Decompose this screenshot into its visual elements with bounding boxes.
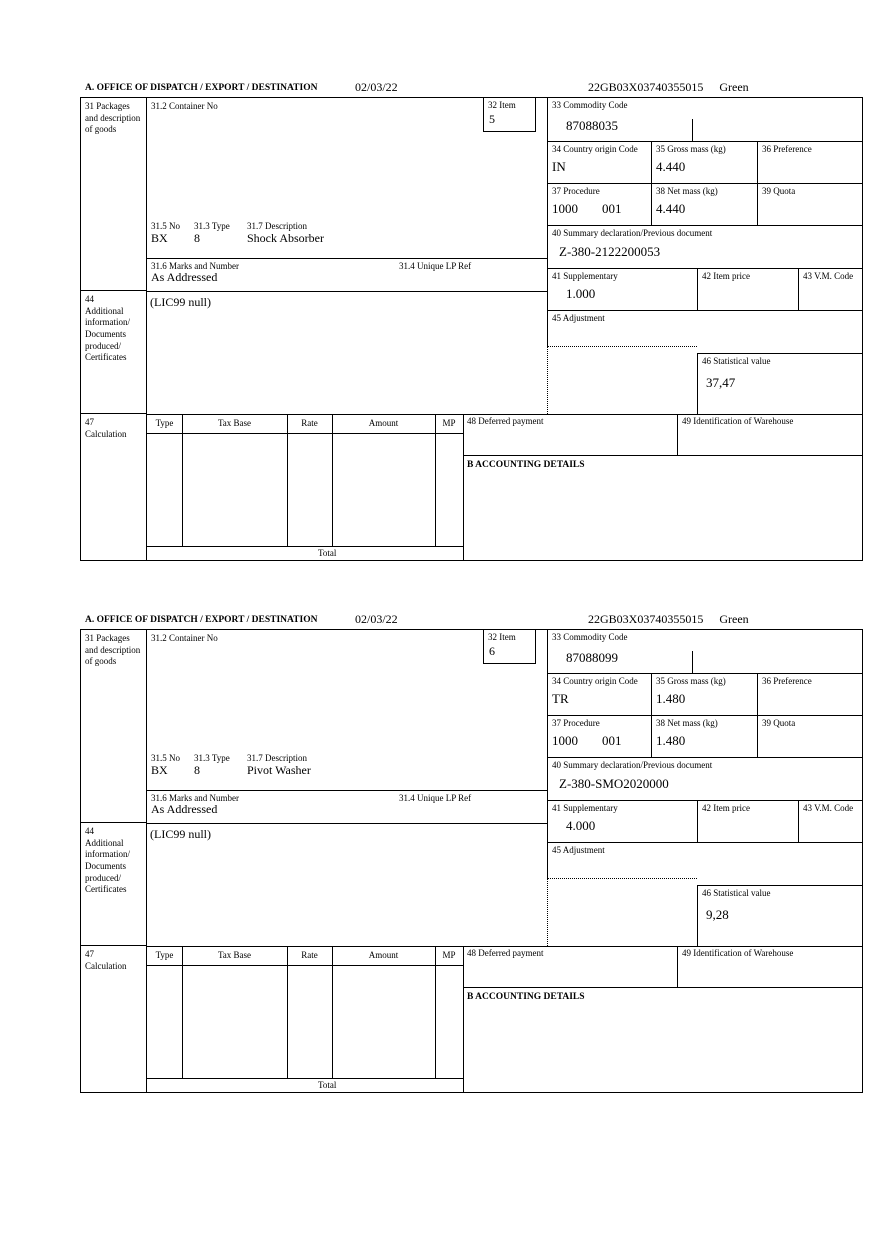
gross-mass-value: 1.480 (656, 691, 686, 706)
box44-text: Additional information/ Documents produced/ Certificates (85, 837, 130, 895)
item-number-value: 5 (489, 112, 495, 126)
table-header-line (147, 965, 463, 966)
lp-ref-label: 31.4 Unique LP Ref (399, 793, 472, 803)
box34-country-origin (547, 674, 651, 716)
marks-label: 31.6 Marks and Number (151, 261, 239, 271)
package-description-value: Pivot Washer (247, 763, 311, 777)
item-section-1 (0, 80, 882, 562)
box31-text: Packages and description of goods (85, 101, 141, 135)
box49-warehouse (677, 414, 862, 456)
country-origin-label: 34 Country origin Code (552, 144, 638, 154)
commodity-code-value: 87088099 (566, 650, 618, 665)
declaration-reference (588, 80, 749, 95)
reference-number: 22GB03X03740355015 (588, 612, 704, 626)
box46-statistical-value (697, 353, 862, 414)
continuation-form (80, 629, 863, 1093)
preference-label: 36 Preference (762, 676, 812, 686)
box46-statistical-value (697, 885, 862, 946)
supplementary-value: 1.000 (566, 286, 596, 301)
quota-label: 39 Quota (762, 186, 796, 196)
box31-packages-label (81, 630, 146, 823)
warehouse-label: 49 Identification of Warehouse (682, 948, 794, 958)
box37-procedure (547, 184, 651, 226)
box41-supplementary (547, 801, 697, 843)
col-type-header: Type (155, 950, 174, 960)
box31-packages-label (81, 98, 146, 291)
box34-country-origin (547, 142, 651, 184)
package-description-value: Shock Absorber (247, 231, 324, 245)
statistical-value-label: 46 Statistical value (702, 888, 771, 898)
additional-info-value: (LIC99 null) (150, 827, 211, 841)
commodity-code-tick (692, 119, 693, 141)
item-number-label: 32 Item (488, 632, 516, 642)
col-mp-header: MP (442, 418, 456, 428)
box44-number: 44 (85, 294, 94, 304)
warehouse-label: 49 Identification of Warehouse (682, 416, 794, 426)
table-header-line (147, 433, 463, 434)
commodity-code-value: 87088035 (566, 118, 618, 133)
office-of-dispatch-label: A. OFFICE OF DISPATCH / EXPORT / DESTINATION (85, 83, 318, 93)
statistical-value-label: 46 Statistical value (702, 356, 771, 366)
office-of-dispatch-label: A. OFFICE OF DISPATCH / EXPORT / DESTINATION (85, 615, 318, 625)
previous-document-value: Z-380-2122200053 (559, 244, 661, 259)
box47-number: 47 (85, 417, 94, 427)
supplementary-value: 4.000 (566, 818, 596, 833)
procedure-value-2: 001 (602, 733, 622, 748)
dotted-divider (547, 346, 548, 414)
net-mass-label: 38 Net mass (kg) (656, 186, 718, 196)
marks-value: As Addressed (151, 270, 218, 284)
net-mass-label: 38 Net mass (kg) (656, 718, 718, 728)
box39-quota (757, 184, 862, 226)
net-mass-value: 1.480 (656, 733, 686, 748)
previous-document-value: Z-380-SMO2020000 (559, 776, 669, 791)
package-type-label: 31.3 Type (194, 221, 230, 231)
country-origin-value: IN (552, 159, 566, 174)
country-origin-value: TR (552, 691, 569, 706)
lp-ref-label: 31.4 Unique LP Ref (399, 261, 472, 271)
box44-text: Additional information/ Documents produced/ Certificates (85, 305, 130, 363)
supplementary-label: 41 Supplementary (552, 271, 618, 281)
preference-label: 36 Preference (762, 144, 812, 154)
dispatch-date-value: 02/03/22 (355, 80, 398, 94)
vm-code-label: 43 V.M. Code (803, 271, 854, 281)
box41-supplementary (547, 269, 697, 311)
item-section-2 (0, 612, 882, 1094)
dotted-divider (547, 878, 548, 946)
marks-row (147, 258, 547, 291)
col-rate-header: Rate (301, 418, 318, 428)
box48-deferred-payment (463, 414, 677, 456)
routing-channel: Green (719, 612, 749, 626)
item-price-label: 42 Item price (702, 803, 750, 813)
deferred-payment-label: 48 Deferred payment (467, 416, 544, 426)
total-label: Total (318, 548, 337, 558)
box44-additional-info-label (81, 291, 146, 414)
additional-info-value: (LIC99 null) (150, 295, 211, 309)
statistical-value: 37,47 (706, 375, 736, 390)
box31-text: Packages and description of goods (85, 633, 141, 667)
deferred-payment-label: 48 Deferred payment (467, 948, 544, 958)
commodity-code-label: 33 Commodity Code (552, 632, 628, 642)
divider-line (147, 291, 547, 292)
left-label-column (81, 630, 147, 1092)
col-tax-base-header: Tax Base (217, 418, 252, 428)
dispatch-date-value: 02/03/22 (355, 612, 398, 626)
accounting-details-label: B ACCOUNTING DETAILS (467, 460, 585, 470)
procedure-label: 37 Procedure (552, 186, 600, 196)
dotted-divider (547, 878, 697, 879)
adjustment-label: 45 Adjustment (552, 313, 605, 323)
table-total-line (147, 1078, 463, 1079)
previous-document-label: 40 Summary declaration/Previous document (552, 760, 713, 770)
container-no-label: 31.2 Container No (151, 101, 218, 111)
box31-number: 31 (85, 633, 94, 643)
package-no-label: 31.5 No (151, 753, 180, 763)
declaration-reference (588, 612, 749, 627)
box47-text: Calculation (85, 960, 127, 971)
table-total-line (147, 546, 463, 547)
box44-number: 44 (85, 826, 94, 836)
adjustment-label: 45 Adjustment (552, 845, 605, 855)
total-label: Total (318, 1080, 337, 1090)
gross-mass-label: 35 Gross mass (kg) (656, 144, 726, 154)
gross-mass-label: 35 Gross mass (kg) (656, 676, 726, 686)
box47-number: 47 (85, 949, 94, 959)
procedure-value-2: 001 (602, 201, 622, 216)
box42-item-price (697, 801, 798, 843)
marks-label: 31.6 Marks and Number (151, 793, 239, 803)
box47-calculation-label (81, 946, 146, 1092)
net-mass-value: 4.440 (656, 201, 686, 216)
marks-value: As Addressed (151, 802, 218, 816)
box49-warehouse (677, 946, 862, 988)
box36-preference (757, 674, 862, 716)
package-type-value: 8 (194, 763, 200, 777)
statistical-value: 9,28 (706, 907, 729, 922)
package-no-value: BX (151, 231, 168, 245)
box45-adjustment (547, 843, 862, 878)
continuation-form (80, 97, 863, 561)
box48-deferred-payment (463, 946, 677, 988)
vm-code-label: 43 V.M. Code (803, 803, 854, 813)
col-amount-header: Amount (368, 950, 399, 960)
previous-document-label: 40 Summary declaration/Previous document (552, 228, 713, 238)
box47-calculation-label (81, 414, 146, 560)
dotted-divider (547, 346, 697, 347)
package-no-label: 31.5 No (151, 221, 180, 231)
box40-previous-document (547, 758, 862, 801)
box42-item-price (697, 269, 798, 311)
container-no-label: 31.2 Container No (151, 633, 218, 643)
box32-item (483, 98, 536, 132)
box47-text: Calculation (85, 428, 127, 439)
package-no-value: BX (151, 763, 168, 777)
procedure-value-1: 1000 (552, 201, 578, 216)
commodity-code-tick (692, 651, 693, 673)
col-mp-header: MP (442, 950, 456, 960)
item-number-label: 32 Item (488, 100, 516, 110)
country-origin-label: 34 Country origin Code (552, 676, 638, 686)
box45-adjustment (547, 311, 862, 346)
package-type-value: 8 (194, 231, 200, 245)
package-description-label: 31.7 Description (247, 221, 307, 231)
procedure-label: 37 Procedure (552, 718, 600, 728)
left-label-column (81, 98, 147, 560)
box38-net-mass (651, 716, 757, 758)
box36-preference (757, 142, 862, 184)
box43-vm-code (798, 269, 862, 311)
box39-quota (757, 716, 862, 758)
box33-commodity-code (547, 630, 862, 674)
item-price-label: 42 Item price (702, 271, 750, 281)
routing-channel: Green (719, 80, 749, 94)
gross-mass-value: 4.440 (656, 159, 686, 174)
item-number-value: 6 (489, 644, 495, 658)
col-rate-header: Rate (301, 950, 318, 960)
reference-number: 22GB03X03740355015 (588, 80, 704, 94)
box43-vm-code (798, 801, 862, 843)
box31-number: 31 (85, 101, 94, 111)
box35-gross-mass (651, 674, 757, 716)
box38-net-mass (651, 184, 757, 226)
box44-additional-info-label (81, 823, 146, 946)
col-type-header: Type (155, 418, 174, 428)
box37-procedure (547, 716, 651, 758)
procedure-value-1: 1000 (552, 733, 578, 748)
box33-commodity-code (547, 98, 862, 142)
col-amount-header: Amount (368, 418, 399, 428)
col-tax-base-header: Tax Base (217, 950, 252, 960)
box35-gross-mass (651, 142, 757, 184)
marks-row (147, 790, 547, 823)
divider-line (147, 823, 547, 824)
package-type-label: 31.3 Type (194, 753, 230, 763)
accounting-details-label: B ACCOUNTING DETAILS (467, 992, 585, 1002)
commodity-code-label: 33 Commodity Code (552, 100, 628, 110)
quota-label: 39 Quota (762, 718, 796, 728)
package-description-label: 31.7 Description (247, 753, 307, 763)
box40-previous-document (547, 226, 862, 269)
box32-item (483, 630, 536, 664)
supplementary-label: 41 Supplementary (552, 803, 618, 813)
